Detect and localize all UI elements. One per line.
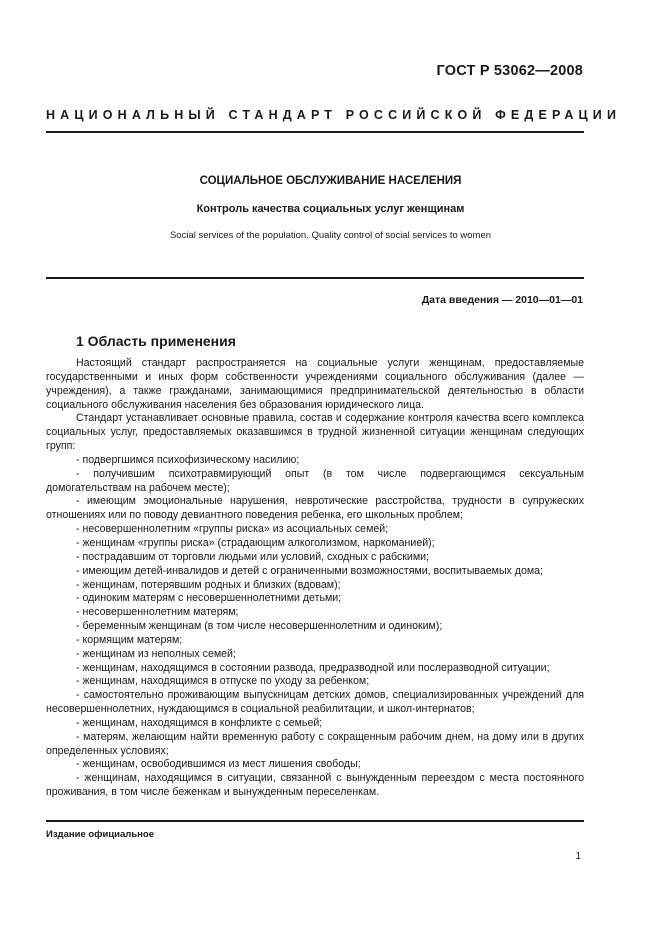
official-edition-note: Издание официальное	[46, 829, 154, 840]
list-item: - одиноким матерям с несовершеннолетними детьми;	[76, 592, 342, 605]
document-subtitle: Контроль качества социальных услуг женщинам	[196, 203, 465, 215]
introduction-date: Дата введения — 2010—01—01	[421, 294, 583, 306]
document-title: СОЦИАЛЬНОЕ ОБСЛУЖИВАНИЕ НАСЕЛЕНИЯ	[199, 175, 462, 187]
list-item: - женщинам, освободившимся из мест лишения свободы;	[76, 758, 361, 771]
list-item: - подвергшимся психофизическому насилию;	[76, 453, 300, 466]
list-item: - беременным женщинам (в том числе несовершеннолетним и одиноким);	[76, 620, 443, 633]
top-divider	[46, 131, 584, 133]
list-item: - женщинам из неполных семей;	[76, 647, 236, 660]
list-item: - женщинам, находящимся в конфликте с семьей;	[76, 716, 323, 729]
paragraph: Стандарт устанавливает основные правила, состав и содержание контроля качества всего комплекса социальных услуг, предоставляемых оказавшимся в трудной жизненной ситуации женщинам следующих групп:	[46, 412, 584, 453]
list-item: - несовершеннолетним матерям;	[76, 606, 239, 619]
list-item: - имеющим детей-инвалидов и детей с ограниченными возможностями, воспитываемых дома;	[76, 564, 543, 577]
list-item: - кормящим матерям;	[76, 633, 183, 646]
section-body	[46, 357, 584, 800]
list-item: - женщинам, находящимся в состоянии развода, предразводной или послеразводной ситуации;	[76, 661, 550, 674]
list-item: - женщинам «группы риска» (страдающим алкоголизмом, наркоманией);	[76, 536, 435, 549]
section-heading: 1 Область применения	[76, 333, 236, 349]
title-divider	[46, 277, 584, 279]
national-standard-banner: НАЦИОНАЛЬНЫЙ СТАНДАРТ РОССИЙСКОЙ ФЕДЕРАЦИИ	[46, 108, 622, 122]
english-title: Social services of the population. Quality control of social services to women	[169, 230, 492, 241]
list-item: - женщинам, находящимся в отпуске по уходу за ребенком;	[76, 675, 370, 688]
list-item: - женщинам, потерявшим родных и близких (вдовам);	[76, 578, 341, 591]
footer-divider	[46, 820, 584, 822]
list-item: - женщинам, находящимся в ситуации, связанной с вынужденным переездом с места постоянного проживания, в том числе беженкам и вынужденным переселенкам.	[46, 772, 584, 799]
list-item: - несовершеннолетним «группы риска» из асоциальных семей;	[76, 523, 389, 536]
gost-number: ГОСТ Р 53062—2008	[436, 63, 583, 79]
paragraph: Настоящий стандарт распространяется на социальные услуги женщинам, предоставляемые государственными и иных форм собственности учреждениями социального обслуживания (далее — учреждения), а также гражданами, занимающимися предпринимательской деятельностью в области социального обслуживания населения без образования юридического лица.	[46, 357, 584, 411]
list-item: - самостоятельно проживающим выпускницам детских домов, специализированных учреждений для несовершеннолетних, нуждающимся в социальной реабилитации, и школ-интернатов;	[46, 689, 584, 716]
list-item: - матерям, желающим найти временную работу с сокращенным рабочим днем, на дому или в других определенных условиях;	[46, 730, 584, 757]
list-item: - имеющим эмоциональные нарушения, невротические расстройства, трудности в супружеских отношениях или по поводу девиантного поведения ребенка, его школьных проблем;	[46, 495, 584, 522]
list-item: - пострадавшим от торговли людьми или условий, сходных с рабскими;	[76, 550, 429, 563]
list-item: - получившим психотравмирующий опыт (в том числе подвергающимся сексуальным домогательствам на рабочем месте);	[46, 467, 584, 494]
page-number: 1	[575, 851, 581, 862]
